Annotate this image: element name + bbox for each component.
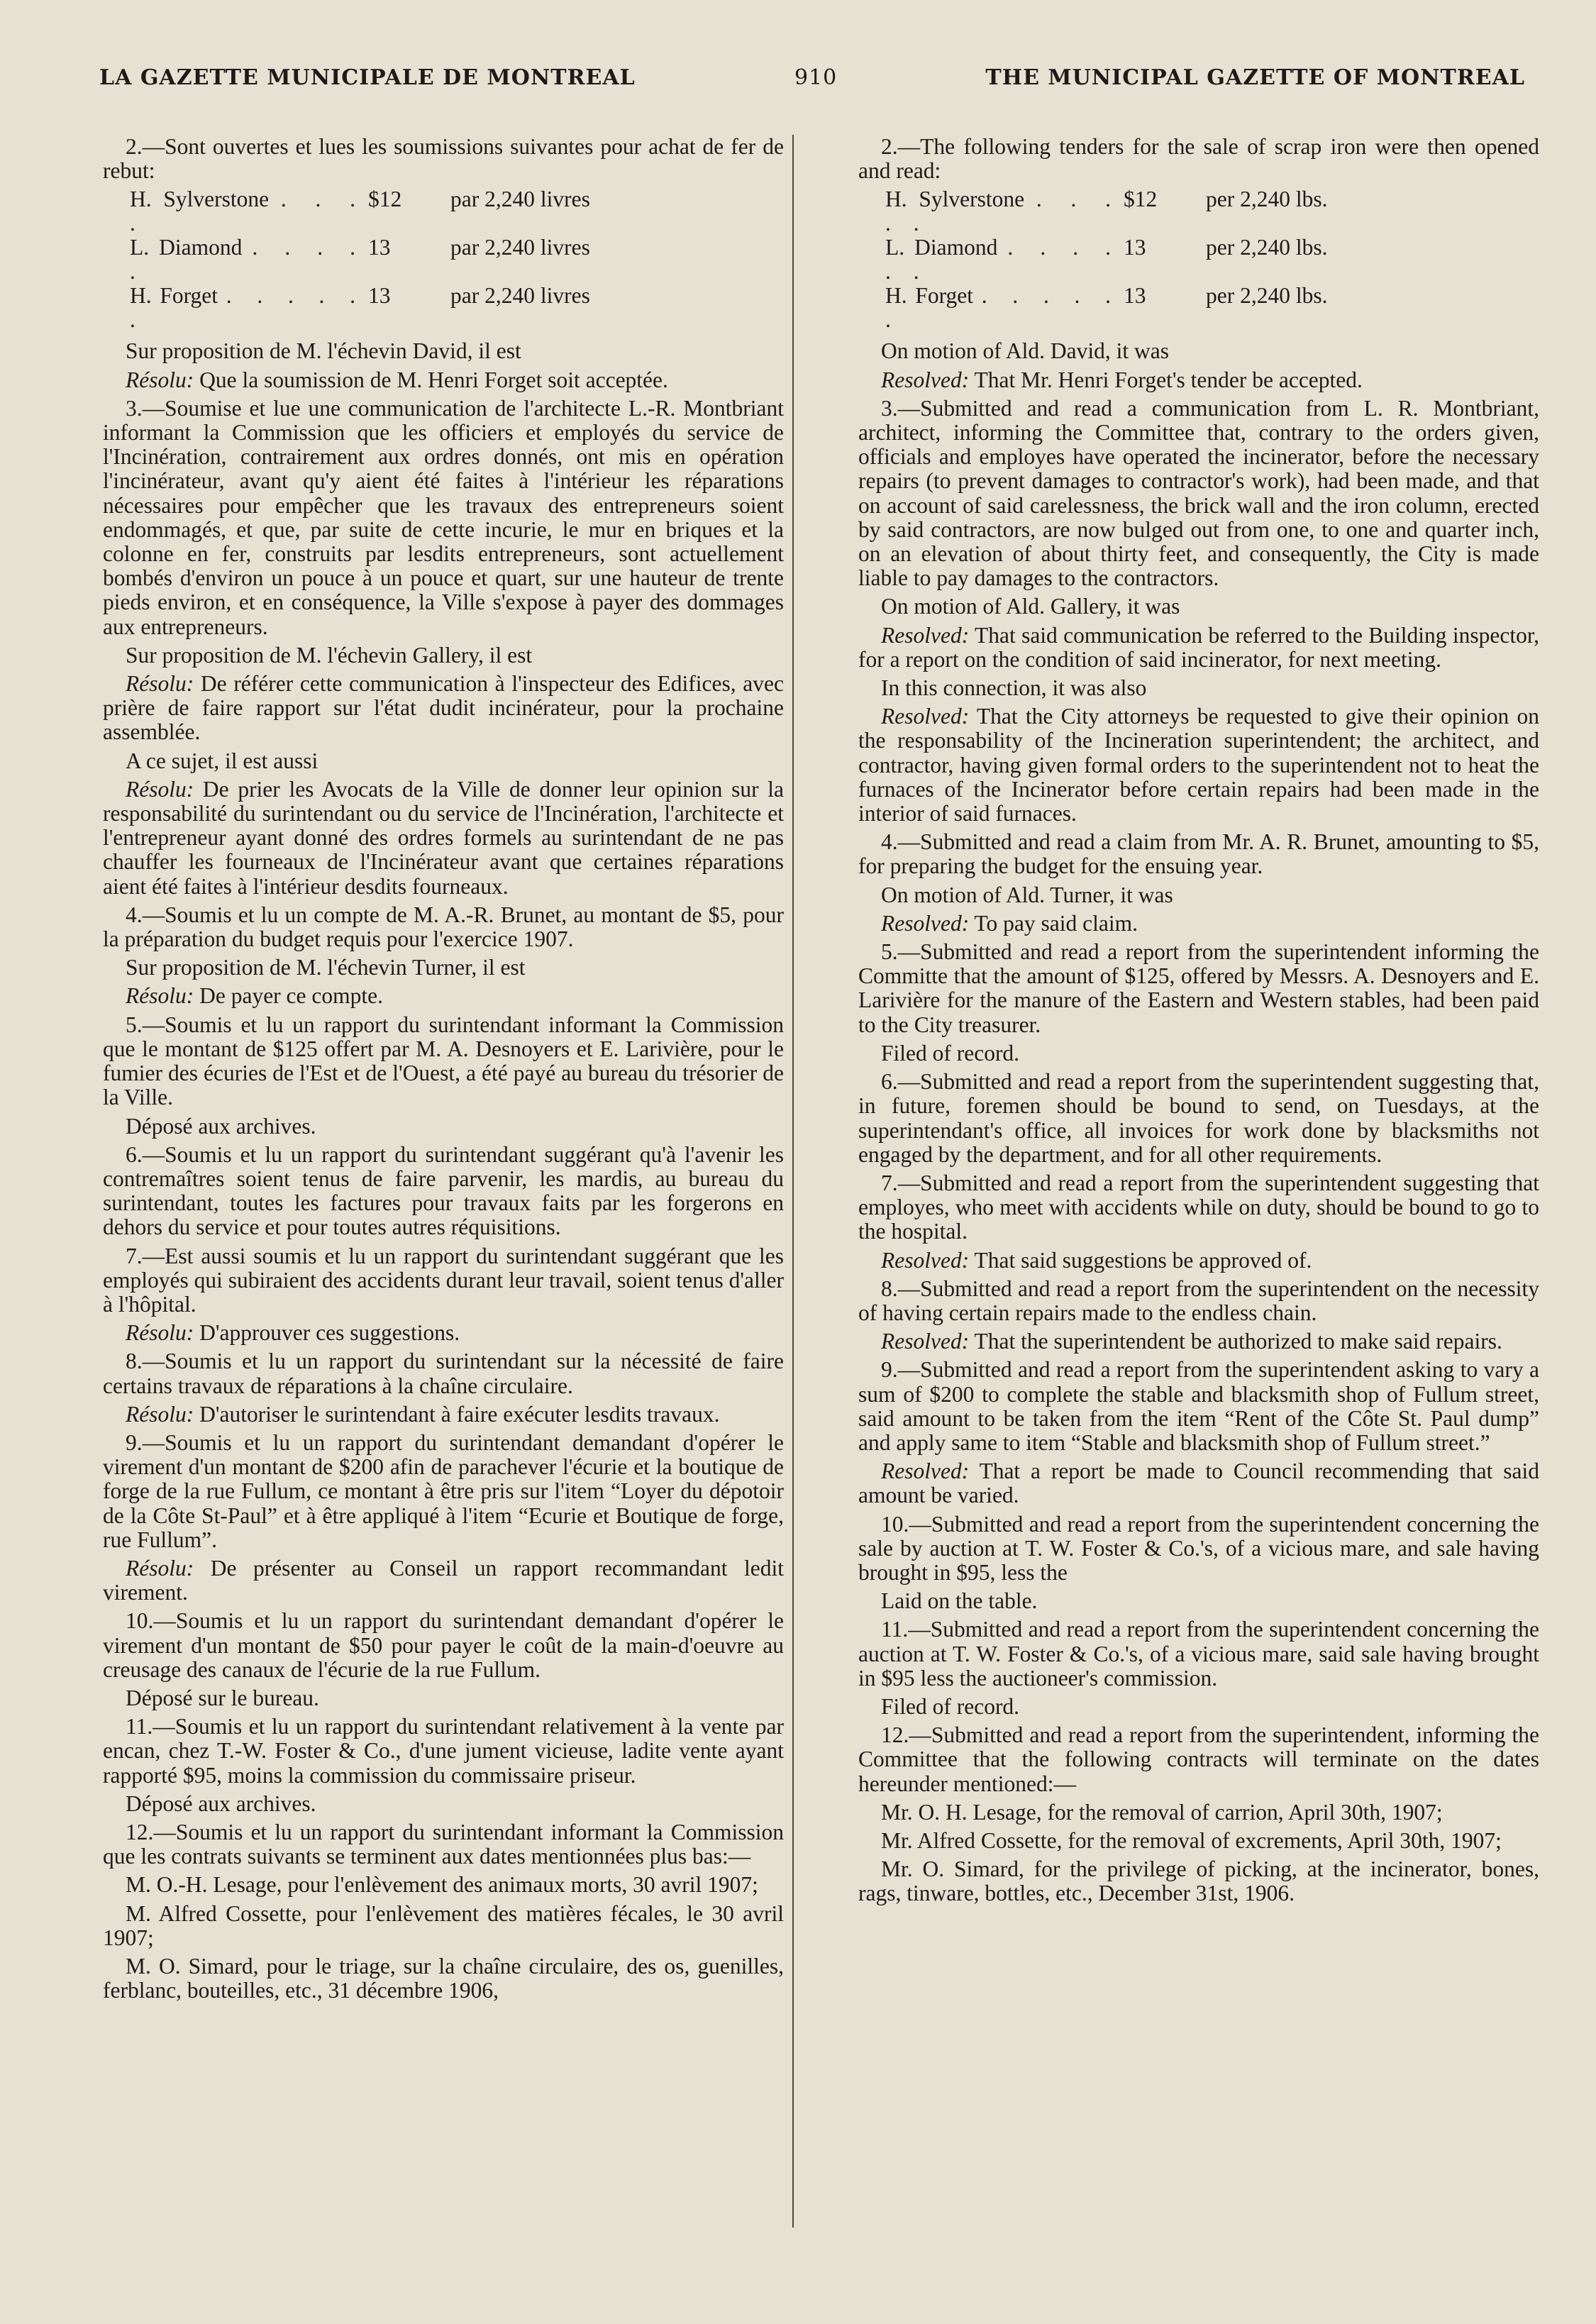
leader-dots: . . . . . . [130,283,365,333]
resolution-label: Résolu: [126,1401,194,1427]
paragraph: 2.—Sont ouvertes et lues les soumissions suivantes pour achat de fer de rebut: [103,134,784,184]
tender-row [130,236,594,284]
resolution-text: D'approuver ces suggestions. [194,1320,460,1346]
tender-name: L. Diamond [130,235,243,260]
column-divider [792,135,794,2228]
resolution-text: De présenter au Conseil un rapport recommandant ledit virement. [103,1555,784,1605]
paragraph: 4.—Soumis et lu un compte de M. A.-R. Brunet, au montant de $5, pour la préparation du budget requis pour l'exercice 1907. [103,902,784,952]
paragraph: Déposé sur le bureau. [126,1685,319,1710]
paragraph: Sur proposition de M. l'échevin Turner, il est [126,955,526,980]
paragraph: In this connection, it was also [881,675,1147,701]
resolution [858,1459,1539,1507]
resolution-label: Résolu: [126,983,194,1009]
paragraph: 6.—Soumis et lu un rapport du surintendant suggérant qu'à l'avenir les contremaîtres soient tenus de faire parvenir, les mardis, au bureau du surintendant, toutes les factures pour travaux faits par les forgerons en dehors du service et pour toutes autres réquisitions. [103,1141,784,1240]
tender-name: H. Forget [130,283,218,309]
tender-unit: per 2,240 lbs. [1206,187,1328,212]
paragraph: Déposé aux archives. [126,1791,316,1816]
header-french-title: LA GAZETTE MUNICIPALE DE MONTREAL [99,65,636,90]
paragraph: On motion of Ald. Turner, it was [881,882,1173,907]
resolution [103,778,784,899]
paragraph: 11.—Submitted and read a report from the superintendent concerning the auction at T. W. Foster & Co.'s, of a vicious mare, said sale having brought in $95 less the auctioneer's commission. [858,1617,1539,1691]
resolution-label: Résolu: [126,1320,194,1346]
tender-table [130,187,594,332]
resolution [858,624,1539,672]
paragraph: 8.—Submitted and read a report from the superintendent on the necessity of having certain repairs made to the endless chain. [858,1276,1539,1325]
paragraph: Mr. Alfred Cossette, for the removal of excrements, April 30th, 1907; [881,1827,1502,1853]
paragraph: 10.—Submitted and read a report from the superintendent concerning the sale by auction at T. W. Foster & Co.'s, of a vicious mare, and sale having brought in $95, less the [858,1511,1539,1585]
paragraph: 3.—Submitted and read a communication from L. R. Montbriant, architect, informing the Committee that, contrary to the orders given, officials and employes have operated the incinerator, before the necessary repairs (to prevent damages to contractor's work), had been made, and that on account of said carelessness, the brick wall and the iron column, erected by said contractors, are now bulged out from one, to one and quarter inch, on an elevation of about thirty feet, and consequently, the City is made liable to pay damages to the contractors. [858,395,1539,591]
tender-price: $12 [368,187,402,212]
resolution [103,1321,784,1345]
resolution-label: Résolu: [126,671,194,697]
paragraph: Sur proposition de M. l'échevin Gallery, il est [126,642,533,668]
tender-row [885,187,1331,236]
resolution-label: Resolved: [881,367,970,392]
resolution-text: That the City attorneys be requested to give their opinion on the responsability of the Incineration superintendent; the architect, and contractor, having given formal orders to the superintendent not to heat the furnaces of the Incinerator before certain repairs had been made in the interior of said furnaces. [858,704,1539,826]
paragraph: Déposé aux archives. [126,1113,316,1139]
paragraph: 6.—Submitted and read a report from the superintendent suggesting that, in future, foremen should be bound to send, on Tuesdays, at the superintendant's office, all invoices for work done by blacksmiths not engaged by the department, and for all other requirements. [858,1069,1539,1167]
paragraph: Filed of record. [881,1040,1020,1066]
resolution-text: To pay said claim. [969,910,1138,936]
paragraph: 9.—Submitted and read a report from the superintendent asking to vary a sum of $200 to complete the stable and blacksmith shop of Fullum street, said amount to be taken from the item “Rent of the Côte St. Paul dump” and apply same to item “Stable and blacksmith shop of Fullum street.” [858,1357,1539,1455]
resolution [858,912,1539,936]
paragraph: Mr. O. Simard, for the privilege of picking, at the incinerator, bones, rags, tinware, bottles, etc., December 31st, 1906. [858,1857,1539,1906]
tender-row [130,284,594,332]
paragraph: 11.—Soumis et lu un rapport du surintendant relativement à la vente par encan, chez T.-W. Foster & Co., d'une jument vicieuse, ladite vente ayant rapporté $95, moins la commission du commissaire priseur. [103,1714,784,1788]
resolution [103,984,784,1008]
tender-name: H. Sylverstone [130,187,270,212]
paragraph: Filed of record. [881,1693,1020,1719]
leader-dots: . . . . . . [885,283,1120,333]
resolution [103,368,784,392]
resolution-label: Resolved: [881,704,970,729]
tender-price: $12 [1124,187,1158,212]
resolution-text: Que la soumission de M. Henri Forget soit acceptée. [194,367,668,392]
tender-unit: per 2,240 lbs. [1206,235,1328,260]
resolution-label: Resolved: [881,622,970,648]
resolution-text: De payer ce compte. [194,983,383,1009]
leader-dots: . . . . . . [885,235,1120,284]
paragraph: 5.—Submitted and read a report from the superintendent informing the Committe that the amount of $125, offered by Messrs. A. Desnoyers and E. Larivière for the manure of the Eastern and Western stables, had been paid to the City treasurer. [858,939,1539,1037]
leader-dots: . . . . . [130,235,365,284]
resolution-text: That said suggestions be approved of. [969,1247,1312,1273]
resolution [103,1402,784,1427]
resolution-text: That said communication be referred to the Building inspector, for a report on the condition of said incinerator, for next meeting. [858,622,1539,672]
paragraph: 7.—Est aussi soumis et lu un rapport du surintendant suggérant que les employés qui subiraient des accidents durant leur travail, soient tenus d'aller à l'hôpital. [103,1243,785,1317]
paragraph: On motion of Ald. David, it was [881,338,1169,364]
paragraph: M. Alfred Cossette, pour l'enlèvement des matières fécales, le 30 avril 1907; [103,1900,784,1950]
resolution-label: Resolved: [881,1247,970,1273]
resolution-text: De prier les Avocats de la Ville de donner leur opinion sur la responsabilité du surintendant ou du service de l'Incinération, l'architecte et l'entrepreneur ayant donné des ordres formels au surintendant de ne pas chauffer les fourneaux de l'Incinérateur avant que certaines réparations aient été faites à l'intérieur desdits fourneaux. [103,776,784,899]
resolution-text: That the superintendent be authorized to make said repairs. [969,1329,1502,1354]
paragraph: M. O.-H. Lesage, pour l'enlèvement des animaux morts, 30 avril 1907; [126,1872,758,1898]
page-number: 910 [794,65,838,90]
resolution [858,368,1539,392]
tender-price: 13 [368,283,391,309]
resolution [858,1249,1539,1273]
paragraph: 5.—Soumis et lu un rapport du surintendant informant la Commission que le montant de $125 offert par M. A. Desnoyers et E. Larivière, pour le fumier des écuries de l'Est et de l'Ouest, a été payé au bureau du trésorier de la Ville. [103,1012,784,1110]
paragraph: On motion of Ald. Gallery, it was [881,594,1180,619]
paragraph: 12.—Submitted and read a report from the superintendent, informing the Committee that the following contracts will terminate on the dates hereunder mentioned:— [858,1722,1539,1796]
paragraph: 2.—The following tenders for the sale of scrap iron were then opened and read: [858,134,1539,184]
paragraph: A ce sujet, il est aussi [126,748,318,773]
paragraph: 7.—Submitted and read a report from the superintendent suggesting that employes, who meet with accidents while on duty, should be bound to go to the hospital. [858,1170,1539,1244]
paragraph: M. O. Simard, pour le triage, sur la chaîne circulaire, des os, guenilles, ferblanc, bouteilles, etc., 31 décembre 1906, [103,1954,784,2003]
resolution-label: Résolu: [126,1555,194,1581]
paragraph: 8.—Soumis et lu un rapport du surintendant sur la nécessité de faire certains travaux de réparations à la chaîne circulaire. [103,1349,784,1398]
resolution-label: Résolu: [126,776,194,802]
tender-price: 13 [1124,283,1146,309]
resolution [858,704,1539,826]
resolution-text: That Mr. Henri Forget's tender be accepted. [969,367,1363,392]
resolution-label: Resolved: [881,1329,970,1354]
tender-row [885,284,1331,332]
tender-unit: per 2,240 lbs. [1206,283,1328,309]
tender-name: H. Forget [885,283,974,309]
resolution [103,1556,784,1605]
tender-row [885,236,1331,284]
tender-unit: par 2,240 livres [450,235,590,260]
paragraph: 3.—Soumise et lue une communication de l'architecte L.-R. Montbriant informant la Commission que les officiers et employés du service de l'Incinération, contrairement aux ordres donnés, ont mis en opération l'incinérateur, avant qu'y aient été faites à l'intérieur les réparations nécessaires pour empêcher que les travaux des entrepreneurs soient endommagés, et que, par suite de cette incurie, le mur en briques et la colonne en fer, construits par lesdits entrepreneurs, sont actuellement bombés d'environ un pouce à un pouce et quart, sur une hauteur de trente pieds environ, et en conséquence, la Ville s'expose à payer des dommages aux entrepreneurs. [103,395,784,639]
resolution [103,672,784,745]
paragraph: 12.—Soumis et lu un rapport du surintendant informant la Commission que les contrats suivants se terminent aux dates mentionnées plus bas:— [103,1819,784,1869]
paragraph: Laid on the table. [881,1588,1038,1614]
paragraph: 4.—Submitted and read a claim from Mr. A. R. Brunet, amounting to $5, for preparing the budget for the ensuing year. [858,829,1539,879]
resolution-label: Résolu: [126,367,194,392]
paragraph: 9.—Soumis et lu un rapport du surintendant demandant d'opérer le virement d'un montant de $200 afin de parachever l'écurie et la boutique de forge de la rue Fullum, ce montant à être pris sur l'item “Loyer du dépotoir de la Côte St-Paul” et à être appliqué à l'item “Ecurie et Boutique de forge, rue Fullum”. [103,1429,784,1552]
leader-dots: . . . . . [885,187,1120,236]
tender-price: 13 [368,235,391,260]
tender-name: H. Sylverstone [885,187,1025,212]
tender-unit: par 2,240 livres [450,187,590,212]
page-header [99,65,1525,101]
tender-table [885,187,1331,332]
header-english-title: THE MUNICIPAL GAZETTE OF MONTREAL [985,65,1525,90]
resolution-text: That a report be made to Council recommending that said amount be varied. [858,1459,1539,1508]
tender-price: 13 [1124,235,1146,260]
paragraph: Mr. O. H. Lesage, for the removal of carrion, April 30th, 1907; [881,1799,1443,1825]
english-column [858,135,1539,1910]
tender-row [130,187,594,236]
tender-unit: par 2,240 livres [450,283,590,309]
resolution [858,1329,1539,1354]
resolution-text: De référer cette communication à l'inspecteur des Edifices, avec prière de faire rapport sur l'état dudit incinérateur, pour la prochaine assemblée. [103,671,784,745]
paragraph: Sur proposition de M. l'échevin David, il est [126,338,521,364]
french-column [103,135,784,2007]
tender-name: L. Diamond [885,235,998,260]
resolution-label: Resolved: [881,910,970,936]
paragraph: 10.—Soumis et lu un rapport du surintendant demandant d'opérer le virement d'un montant de $50 pour payer le coût de la main-d'oeuvre au creusage des canaux de l'écurie de la rue Fullum. [103,1608,784,1682]
resolution-text: D'autoriser le surintendant à faire exécuter lesdits travaux. [194,1401,720,1427]
leader-dots: . . . . [130,187,365,236]
resolution-label: Resolved: [881,1459,970,1484]
